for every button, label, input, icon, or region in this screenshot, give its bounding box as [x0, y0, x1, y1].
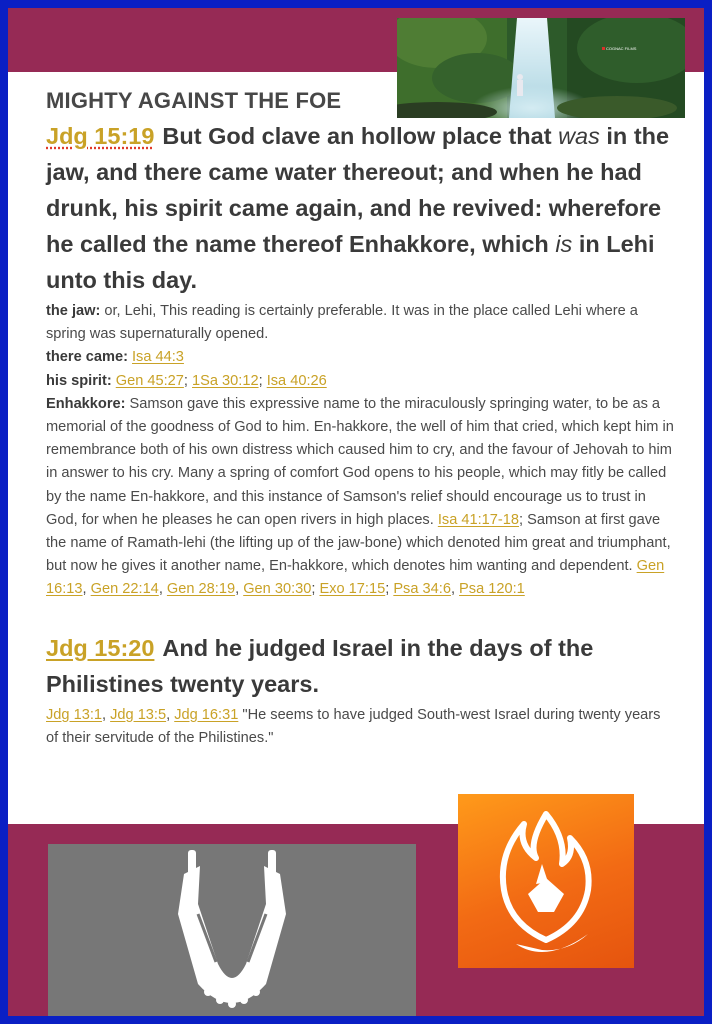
verse-text: in the jaw, and there came water thereout; and when he had drunk, his spirit came again, and he revived: wherefore he called the name thereof Enhakkore, which [46, 123, 670, 257]
note-there-came [46, 346, 676, 369]
note-the-jaw [46, 300, 676, 346]
verse-jdg-15-19 [46, 118, 676, 298]
jawbone-image [48, 844, 416, 1016]
verse-jdg-15-20 [46, 630, 676, 702]
note-enhakkore: Enhakkore: Samson gave this expressive name to the miraculously springing water, to be as a memorial of the goodness of God to him. En-hakkore, the well of him that cried, which kept him in remembrance both of his own distress which caused him to cry, and the favour of Jehovah to him in answer to his cry. Many a spring of comfort God opens to his people, which may fitly be called by the name En-hakkore, and this instance of Samson's relief should encourage us to trust in God, for when he pleases he can open rivers in high places. Isa 41:17-18; Samson at first gave the name of Ramath-lehi (the lifting up of the jaw-bone) which denoted him great and triumphant, but now he gives it another name, En-hakkore, which denotes him wanting and dependent. Gen 16:13, Gen 22:14, Gen 28:19, Gen 30:30; Exo 17:15; Psa 34:6, Psa 120:1 [46, 395, 674, 598]
cross-ref-link[interactable]: Psa 120:1 [459, 581, 525, 598]
cross-ref-link[interactable]: Isa 41:17-18 [437, 511, 519, 528]
verse-italic: is [555, 231, 573, 257]
cross-ref-link[interactable]: 1Sa 30:12 [192, 372, 259, 389]
note-label: Enhakkore: [46, 395, 126, 412]
commentary-notes-2: Jdg 13:1, Jdg 13:5, Jdg 16:31 "He seems to have judged South-west Israel during twenty years of their servitude of the Philistines." [46, 706, 661, 746]
verse-ref-link[interactable]: Jdg 15:20 [46, 634, 155, 661]
cross-ref-link[interactable]: Jdg 13:5 [110, 706, 167, 723]
note-text: or, Lehi, This reading is certainly preferable. It was in the place called Lehi where a spring was supernaturally opened. [46, 303, 638, 343]
note-his-spirit: his spirit: Gen 45:27; 1Sa 30:12; Isa 40:26 [46, 372, 327, 389]
verse-text: in Lehi unto this day. [46, 231, 655, 293]
cross-ref-link[interactable]: Jdg 16:31 [174, 706, 239, 723]
cross-ref-link[interactable]: Isa 40:26 [266, 372, 327, 389]
note-text: Samson gave this expressive name to the miraculously springing water, to be as a memorial of the goodness of God to him. En-hakkore, the well of him that cried, which kept him in remembrance both of his own distress which caused him to cry, and the favour of Jehovah to him in answer to his cry. Many a spring of comfort God opens to his people, which may fitly be called by the name En-hakkore, and this instance of Samson's relief should encourage us to trust in God, for when he pleases he can open rivers in high places. [46, 395, 674, 528]
jawbone-icon [48, 844, 416, 1016]
note-label: his spirit: [46, 372, 112, 389]
cross-ref-link[interactable]: Jdg 13:1 [46, 706, 102, 723]
cross-ref-link[interactable]: Gen 45:27 [115, 372, 184, 389]
page-title: MIGHTY AGAINST THE FOE [46, 88, 342, 113]
note-label: there came: [46, 349, 128, 366]
cross-ref-link[interactable]: Psa 34:6 [393, 581, 451, 598]
cross-ref-link[interactable]: Exo 17:15 [319, 581, 386, 598]
cross-ref-link[interactable]: Gen 30:30 [243, 581, 312, 598]
note-label: the jaw: [46, 303, 101, 319]
fox-flame-logo [458, 794, 634, 968]
verse-italic: was [558, 123, 600, 149]
note-text: "He seems to have judged South-west Israel during twenty years of their servitude of the Philistines." [46, 706, 661, 746]
note-text: ; Samson at first gave the name of Ramath-lehi (the lifting up of the jaw-bone) which denoted him great and triumphant, but now he gives it another name, En-hakkore, which denotes him wanting and dependent. [46, 511, 671, 575]
waterfall-watermark: COGNAC FILMS [606, 46, 637, 51]
commentary-notes [46, 300, 676, 602]
content-body [46, 88, 676, 750]
cross-ref-link[interactable]: Gen 16:13 [46, 558, 665, 598]
fox-flame-icon [458, 794, 634, 968]
cross-ref-link[interactable]: Gen 22:14 [90, 581, 159, 598]
cross-ref-link[interactable]: Isa 44:3 [132, 349, 184, 366]
verse-text: But God clave an hollow place that [162, 123, 559, 149]
verse-ref-link[interactable]: Jdg 15:19 [46, 123, 155, 149]
cross-ref-link[interactable]: Gen 28:19 [166, 581, 236, 598]
verse-text: And he judged Israel in the days of the Philistines twenty years. [46, 634, 594, 697]
page-frame [8, 8, 704, 1016]
